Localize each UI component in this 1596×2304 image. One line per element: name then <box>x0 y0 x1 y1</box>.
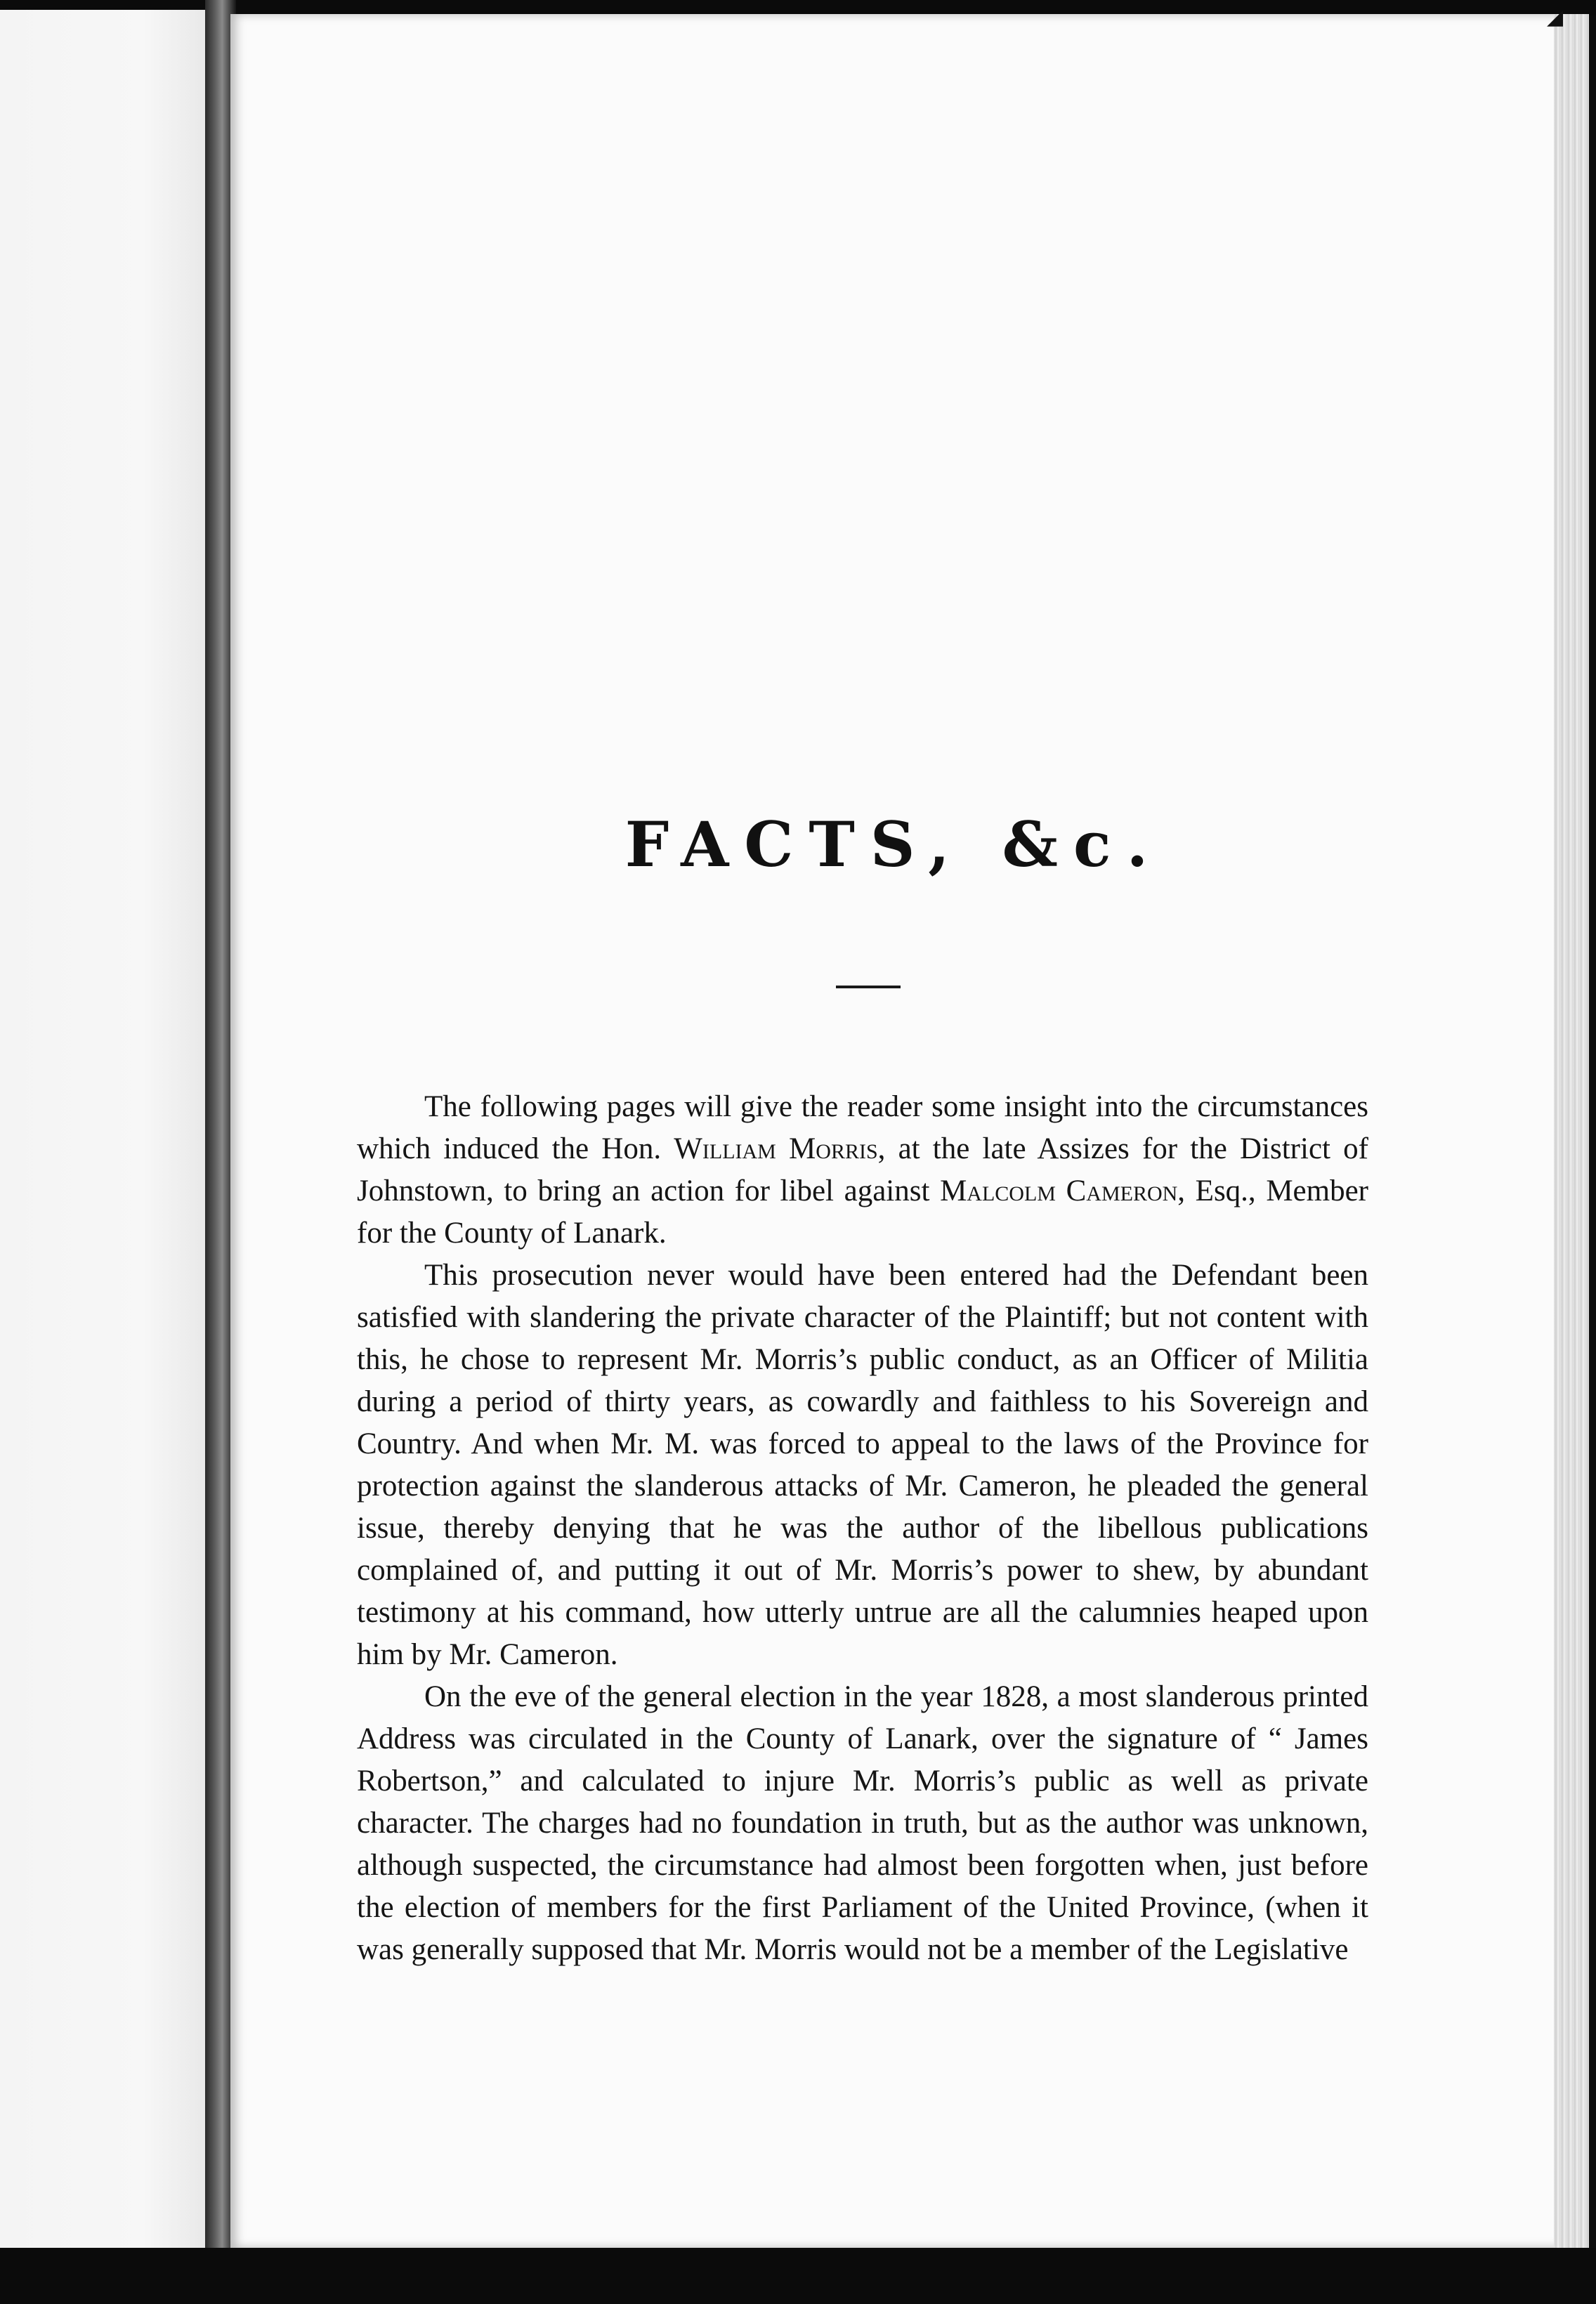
paragraph-2 <box>357 1255 1368 1676</box>
text-run: , Esq., Member for the County of Lanark. <box>357 1174 1368 1250</box>
left-facing-page <box>0 10 205 2249</box>
text-run: , at the late Assizes for the District of Johnstown, to bring an action for libel against <box>357 1132 1368 1207</box>
text-run: On the eve of the general election in the year 1828, a most slanderous printed Address was circulated in the County of Lanark, over the signature of “ James Robertson,” and calculated to injure Mr. Morris’s public as well as private character. The charges had no foundation in truth, but as the author was unknown, although suspected, the circumstance had almost been forgotten when, just before the election of members for the first Parliament of the United Province, (when it was generally supposed that Mr. Morris would not be a member of the Legislative <box>357 1680 1368 1966</box>
body-text <box>357 1086 1368 1971</box>
paragraph-3 <box>357 1676 1368 1971</box>
paragraph-1 <box>357 1086 1368 1255</box>
title-rule <box>836 986 901 988</box>
text-run: The following pages will give the reader some insight into the circumstances which induced the Hon. <box>357 1090 1368 1165</box>
small-caps-name: William Morris <box>674 1132 878 1165</box>
scan-border-top <box>0 0 1596 15</box>
page-title: FACTS, &c. <box>624 808 1164 881</box>
text-run: This prosecution never would have been entered had the Defendant been satisfied with slandering the private character of the Plaintiff; but not content with this, he chose to represent Mr. Morris’s public conduct, as an Officer of Militia during a period of thirty years, as cowardly and faithless to his Sovereign and Country. And when Mr. M. was forced to appeal to the laws of the Province for protection against the slanderous attacks of Mr. Cameron, he pleaded the general issue, thereby denying that he was the author of the libellous publications complained of, and putting it out of Mr. Morris’s power to shew, by abundant testimony at his command, how utterly untrue are all the calumnies heaped upon him by Mr. Cameron. <box>357 1259 1368 1671</box>
corner-tab-icon: ◢ <box>1547 5 1564 30</box>
page-edge-strip <box>1554 14 1589 2248</box>
scan-border-bottom <box>0 2248 1596 2304</box>
small-caps-name: Malcolm Cameron <box>940 1174 1178 1207</box>
